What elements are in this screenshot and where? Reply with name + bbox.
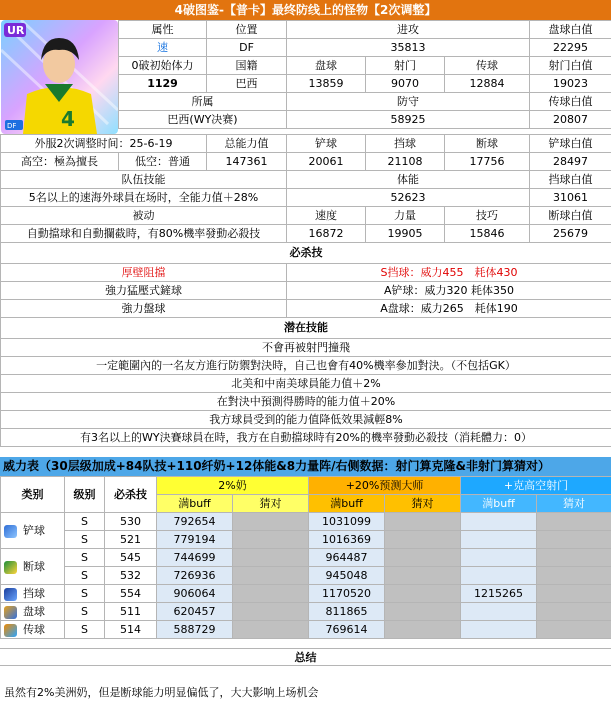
adjust-date: 外服2次调整时间：25-6-19 bbox=[1, 135, 207, 153]
power-table-title: 威力表（30层级加成+84队技+110纤奶+12体能&8力量阵/右侧数据：射门算克隆&非射门算猜对） bbox=[0, 457, 611, 476]
tackle-label: 铲球 bbox=[287, 135, 366, 153]
intercept-label: 断球 bbox=[445, 135, 530, 153]
pass-icon bbox=[4, 624, 17, 637]
value-cell: 620457 bbox=[157, 603, 233, 621]
skill-name: 厚壁阻擋 bbox=[1, 264, 287, 282]
total-ability-label: 总能力值 bbox=[207, 135, 287, 153]
empty-cell bbox=[537, 567, 611, 585]
empty-cell bbox=[233, 567, 309, 585]
skill-header: 必杀技 bbox=[105, 477, 157, 513]
dribble-value: 13859 bbox=[287, 75, 366, 93]
category-name: 断球 bbox=[23, 560, 45, 573]
team-value: 巴西(WY决赛) bbox=[119, 111, 287, 129]
value-cell: 964487 bbox=[309, 549, 385, 567]
intercept-icon bbox=[4, 561, 17, 574]
value-cell: 792654 bbox=[157, 513, 233, 531]
speed-value: 16872 bbox=[287, 225, 366, 243]
empty-cell bbox=[233, 531, 309, 549]
level-cell: S bbox=[65, 585, 105, 603]
position-label: 位置 bbox=[207, 21, 287, 39]
pass-value: 12884 bbox=[445, 75, 530, 93]
sub-header-guess: 猜对 bbox=[537, 495, 611, 513]
summary-text: 虽然有2%美洲奶，但是断球能力明显偏低了，大大影响上场机会 bbox=[4, 686, 319, 699]
block-icon bbox=[4, 588, 17, 601]
team-label: 所属 bbox=[119, 93, 287, 111]
empty-cell bbox=[385, 603, 461, 621]
empty-cell bbox=[233, 513, 309, 531]
level-cell: S bbox=[65, 513, 105, 531]
dribble-base-label: 盘球白值 bbox=[530, 21, 611, 39]
category-header: 类别 bbox=[1, 477, 65, 513]
potential-skill: 不會再被射門撞飛 bbox=[1, 339, 611, 357]
category-cell bbox=[1, 513, 65, 549]
shoot-label: 射门 bbox=[366, 57, 445, 75]
initial-stamina-value: 1129 bbox=[119, 75, 207, 93]
shoot-base-value: 19023 bbox=[530, 75, 611, 93]
player-card bbox=[1, 20, 118, 134]
block-label: 挡球 bbox=[366, 135, 445, 153]
value-cell: 1031099 bbox=[309, 513, 385, 531]
level-header: 级别 bbox=[65, 477, 105, 513]
passive-value: 自動擋球和自動攔截時，有80%機率發動必殺技 bbox=[1, 225, 287, 243]
svg-text:DF: DF bbox=[7, 122, 17, 130]
skill-power-cell: 532 bbox=[105, 567, 157, 585]
dribble-icon bbox=[4, 606, 17, 619]
power-table bbox=[0, 476, 611, 639]
potential-skill: 一定範圍內的一名友方進行防禦對決時，自己也會有40%機率參加對決。（不包括GK） bbox=[1, 357, 611, 375]
skill-power-cell: 521 bbox=[105, 531, 157, 549]
block-base-value: 31061 bbox=[530, 189, 611, 207]
potential-skill: 我方球員受到的能力值降低效果減輕8% bbox=[1, 411, 611, 429]
value-cell: 726936 bbox=[157, 567, 233, 585]
level-cell: S bbox=[65, 603, 105, 621]
intercept-base-value: 25679 bbox=[530, 225, 611, 243]
value-cell: 945048 bbox=[309, 567, 385, 585]
shoot-base-label: 射门白值 bbox=[530, 57, 611, 75]
value-cell bbox=[461, 531, 537, 549]
pass-base-label: 传球白值 bbox=[530, 93, 611, 111]
skill-power-cell: 514 bbox=[105, 621, 157, 639]
speed-label: 速度 bbox=[287, 207, 366, 225]
sub-header-guess: 猜对 bbox=[233, 495, 309, 513]
value-cell: 906064 bbox=[157, 585, 233, 603]
category-name: 传球 bbox=[23, 623, 45, 636]
detail-stats-table bbox=[0, 134, 611, 447]
block-value: 21108 bbox=[366, 153, 445, 171]
empty-cell bbox=[537, 585, 611, 603]
group-header-highshot: +克高空射门 bbox=[461, 477, 611, 495]
power-value: 19905 bbox=[366, 225, 445, 243]
technique-value: 15846 bbox=[445, 225, 530, 243]
empty-cell bbox=[537, 621, 611, 639]
value-cell: 588729 bbox=[157, 621, 233, 639]
position-value: DF bbox=[207, 39, 287, 57]
dribble-label: 盘球 bbox=[287, 57, 366, 75]
category-name: 挡球 bbox=[23, 587, 45, 600]
skill-detail: S挡球：威力455 耗体430 bbox=[287, 264, 611, 282]
svg-text:UR: UR bbox=[7, 24, 25, 37]
skill-power-cell: 545 bbox=[105, 549, 157, 567]
special-skills-title: 必杀技 bbox=[1, 243, 611, 264]
pass-base-value: 20807 bbox=[530, 111, 611, 129]
team-skill-label: 队伍技能 bbox=[1, 171, 287, 189]
category-cell bbox=[1, 585, 65, 603]
skill-power-cell: 554 bbox=[105, 585, 157, 603]
empty-cell bbox=[233, 549, 309, 567]
skill-name: 強力猛壓式鏟球 bbox=[1, 282, 287, 300]
skill-detail: A盘球：威力265 耗体190 bbox=[287, 300, 611, 318]
dribble-base-value: 22295 bbox=[530, 39, 611, 57]
value-cell: 779194 bbox=[157, 531, 233, 549]
high-ball: 高空：極為擅長 bbox=[1, 153, 119, 171]
skill-power-cell: 530 bbox=[105, 513, 157, 531]
tackle-icon bbox=[4, 525, 17, 538]
category-cell bbox=[1, 621, 65, 639]
attr-value: 速 bbox=[119, 39, 207, 57]
intercept-value: 17756 bbox=[445, 153, 530, 171]
value-cell: 1170520 bbox=[309, 585, 385, 603]
block-base-label: 挡球白值 bbox=[530, 171, 611, 189]
basic-stats-table bbox=[118, 20, 611, 129]
total-ability-value: 147361 bbox=[207, 153, 287, 171]
power-label: 力量 bbox=[366, 207, 445, 225]
empty-cell bbox=[385, 567, 461, 585]
value-cell bbox=[461, 549, 537, 567]
empty-cell bbox=[537, 603, 611, 621]
empty-cell bbox=[385, 549, 461, 567]
empty-cell bbox=[385, 621, 461, 639]
potential-skill: 北美和中南美球員能力值＋2% bbox=[1, 375, 611, 393]
player-portrait bbox=[1, 20, 118, 134]
empty-cell bbox=[537, 513, 611, 531]
potential-skills-title: 潜在技能 bbox=[1, 318, 611, 339]
category-cell bbox=[1, 549, 65, 585]
category-name: 铲球 bbox=[23, 524, 45, 537]
value-cell: 1016369 bbox=[309, 531, 385, 549]
empty-cell bbox=[385, 585, 461, 603]
value-cell: 1215265 bbox=[461, 585, 537, 603]
potential-skill: 有3名以上的WY決賽球員在時，我方在自動擋球時有20%的機率發動必殺技（消耗體力：0） bbox=[1, 429, 611, 447]
level-cell: S bbox=[65, 549, 105, 567]
empty-cell bbox=[385, 531, 461, 549]
category-cell bbox=[1, 603, 65, 621]
value-cell: 744699 bbox=[157, 549, 233, 567]
stamina-value: 52623 bbox=[287, 189, 530, 207]
passive-label: 被动 bbox=[1, 207, 287, 225]
attr-label: 属性 bbox=[119, 21, 207, 39]
page-title: 4破图鉴-【普卡】最终防线上的怪物【2次调整】 bbox=[0, 0, 611, 20]
group-header-predict: +20%预测大师 bbox=[309, 477, 461, 495]
sub-header-guess: 猜对 bbox=[385, 495, 461, 513]
summary-title: 总结 bbox=[0, 648, 611, 666]
category-name: 盘球 bbox=[23, 605, 45, 618]
empty-cell bbox=[233, 621, 309, 639]
group-header-milk: 2%奶 bbox=[157, 477, 309, 495]
skill-detail: A铲球：威力320 耗体350 bbox=[287, 282, 611, 300]
empty-cell bbox=[537, 531, 611, 549]
level-cell: S bbox=[65, 531, 105, 549]
skill-power-cell: 511 bbox=[105, 603, 157, 621]
potential-skill: 在對決中預測得勝時的能力值＋20% bbox=[1, 393, 611, 411]
nationality-value: 巴西 bbox=[207, 75, 287, 93]
level-cell: S bbox=[65, 621, 105, 639]
attack-value: 35813 bbox=[287, 39, 530, 57]
technique-label: 技巧 bbox=[445, 207, 530, 225]
value-cell bbox=[461, 513, 537, 531]
svg-text:4: 4 bbox=[61, 107, 75, 131]
attack-label: 进攻 bbox=[287, 21, 530, 39]
empty-cell bbox=[537, 549, 611, 567]
defense-label: 防守 bbox=[287, 93, 530, 111]
empty-cell bbox=[233, 585, 309, 603]
tackle-base-value: 28497 bbox=[530, 153, 611, 171]
intercept-base-label: 断球白值 bbox=[530, 207, 611, 225]
initial-stamina-label: 0破初始体力 bbox=[119, 57, 207, 75]
tackle-base-label: 铲球白值 bbox=[530, 135, 611, 153]
stamina-label: 体能 bbox=[287, 171, 530, 189]
shoot-value: 9070 bbox=[366, 75, 445, 93]
sub-header-full: 满buff bbox=[461, 495, 537, 513]
value-cell: 769614 bbox=[309, 621, 385, 639]
nationality-label: 国籍 bbox=[207, 57, 287, 75]
sub-header-full: 满buff bbox=[157, 495, 233, 513]
defense-value: 58925 bbox=[287, 111, 530, 129]
value-cell: 811865 bbox=[309, 603, 385, 621]
level-cell: S bbox=[65, 567, 105, 585]
empty-cell bbox=[233, 603, 309, 621]
empty-cell bbox=[385, 513, 461, 531]
team-skill-value: 5名以上的速海外球員在场时，全能力值＋28% bbox=[1, 189, 287, 207]
value-cell bbox=[461, 567, 537, 585]
skill-name: 強力盤球 bbox=[1, 300, 287, 318]
pass-label: 传球 bbox=[445, 57, 530, 75]
low-ball: 低空：普通 bbox=[119, 153, 207, 171]
value-cell bbox=[461, 603, 537, 621]
tackle-value: 20061 bbox=[287, 153, 366, 171]
sub-header-full: 满buff bbox=[309, 495, 385, 513]
value-cell bbox=[461, 621, 537, 639]
